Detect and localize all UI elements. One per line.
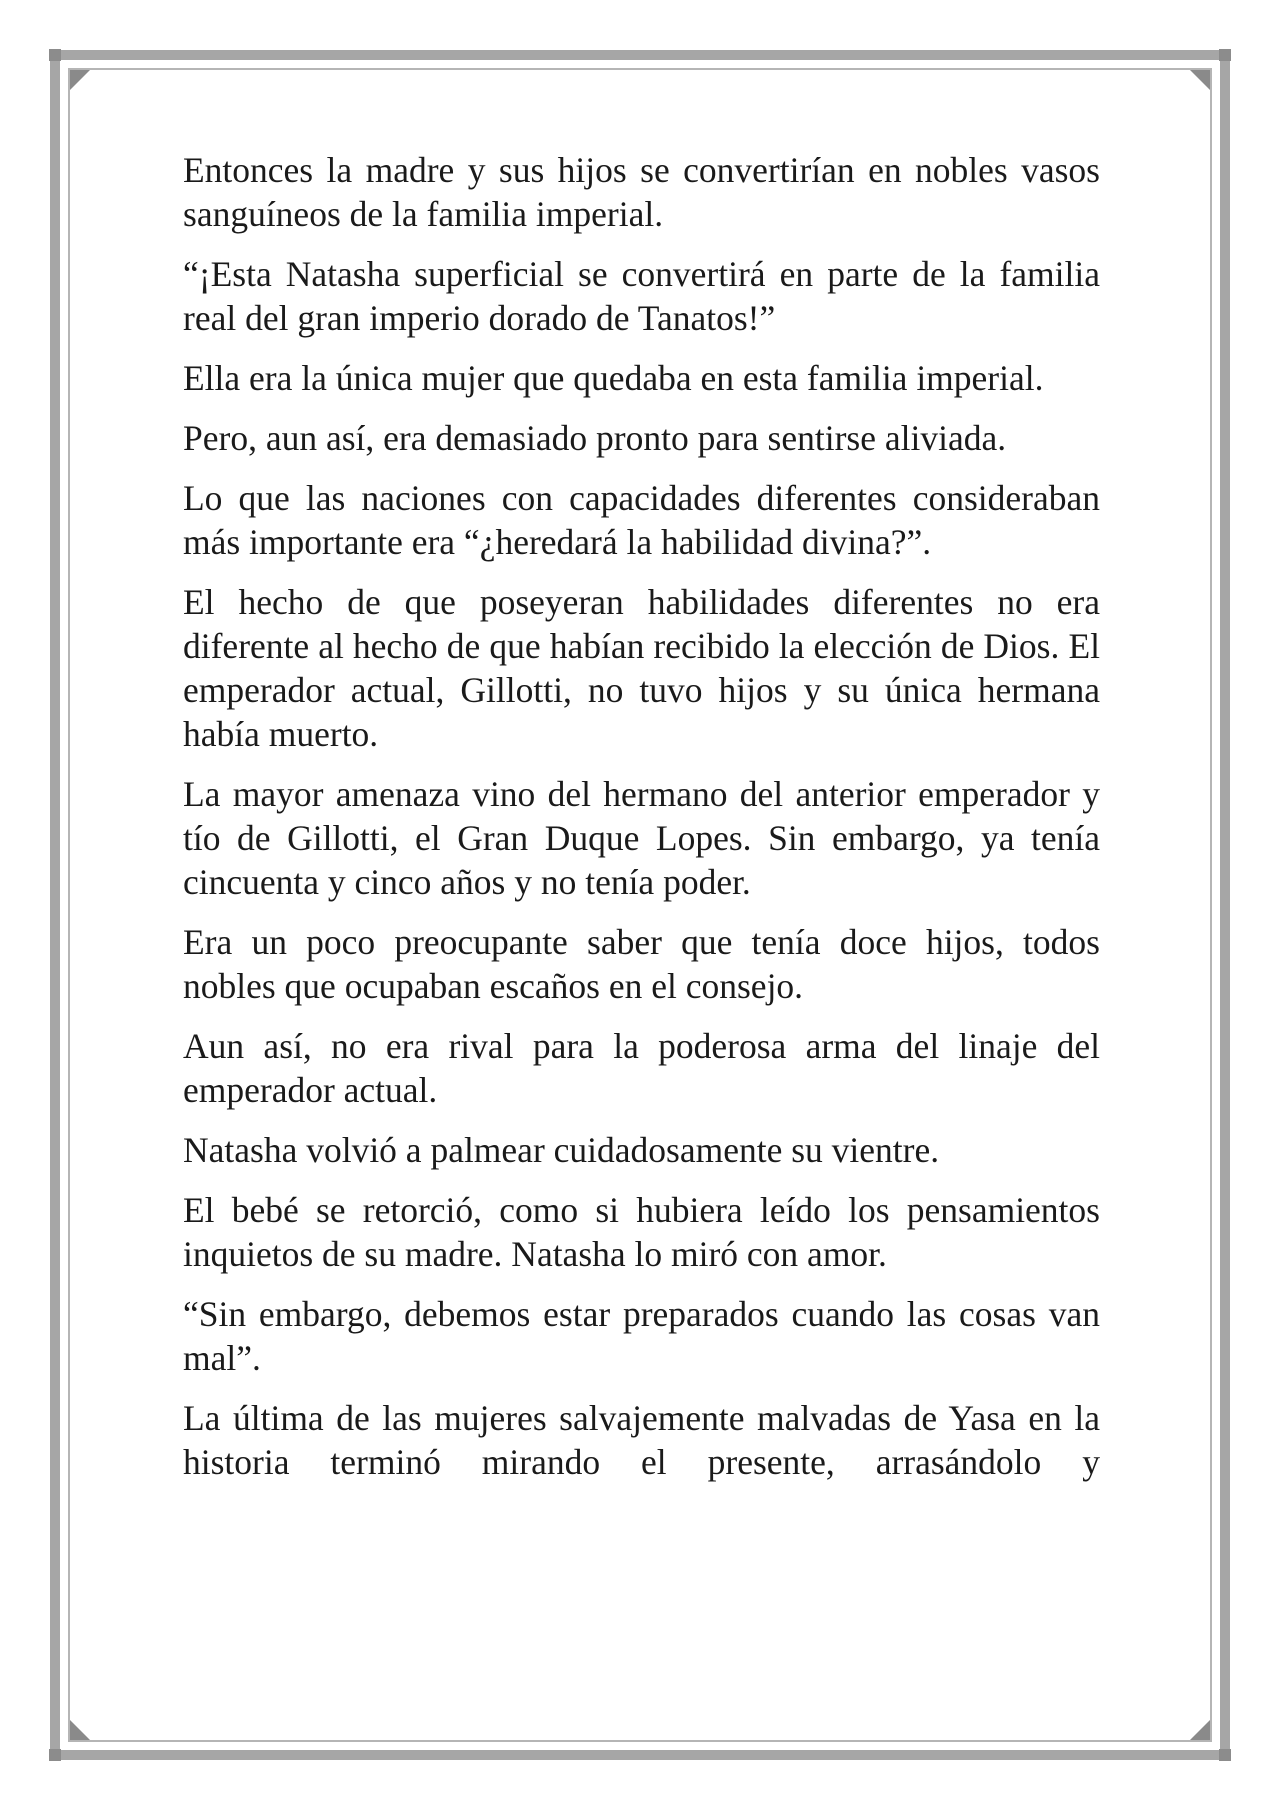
corner-ornament-top-right <box>1219 49 1231 61</box>
corner-ornament-bottom-right <box>1219 1749 1231 1761</box>
corner-ornament-top-left <box>49 49 61 61</box>
paragraph-continued: La última de las mujeres salvajemente malvadas de Yasa en la historia terminó mirando el presente, arrasándolo y <box>183 1398 1100 1482</box>
corner-ornament-bottom-left <box>49 1749 61 1761</box>
paragraph: Natasha volvió a palmear cuidadosamente su vientre. <box>183 1130 940 1170</box>
paragraph: Ella era la única mujer que quedaba en esta familia imperial. <box>183 358 1044 398</box>
corner-triangle-top-right <box>1190 70 1210 90</box>
paragraph: Lo que las naciones con capacidades diferentes consideraban más importante era “¿heredará la habilidad divina?”. <box>183 478 1100 562</box>
paragraph: Entonces la madre y sus hijos se convertirían en nobles vasos sanguíneos de la familia imperial. <box>183 150 1100 234</box>
corner-triangle-bottom-right <box>1190 1720 1210 1740</box>
paragraph: Pero, aun así, era demasiado pronto para sentirse aliviada. <box>183 418 1007 458</box>
paragraph: El hecho de que poseyeran habilidades diferentes no era diferente al hecho de que habían recibido la elección de Dios. El emperador actual, Gillotti, no tuvo hijos y su única hermana había muerto. <box>183 582 1100 754</box>
corner-triangle-top-left <box>70 70 90 90</box>
paragraph: “¡Esta Natasha superficial se convertirá en parte de la familia real del gran imperio dorado de Tanatos!” <box>183 254 1100 338</box>
paragraph: Aun así, no era rival para la poderosa arma del linaje del emperador actual. <box>183 1026 1100 1110</box>
paragraph: La mayor amenaza vino del hermano del anterior emperador y tío de Gillotti, el Gran Duque Lopes. Sin embargo, ya tenía cincuenta y cinco años y no tenía poder. <box>183 774 1100 902</box>
paragraph: El bebé se retorció, como si hubiera leído los pensamientos inquietos de su madre. Natasha lo miró con amor. <box>183 1190 1100 1274</box>
corner-triangle-bottom-left <box>70 1720 90 1740</box>
paragraph: “Sin embargo, debemos estar preparados cuando las cosas van mal”. <box>183 1294 1100 1378</box>
story-text <box>183 148 1100 1484</box>
paragraph: Era un poco preocupante saber que tenía doce hijos, todos nobles que ocupaban escaños en el consejo. <box>183 922 1100 1006</box>
